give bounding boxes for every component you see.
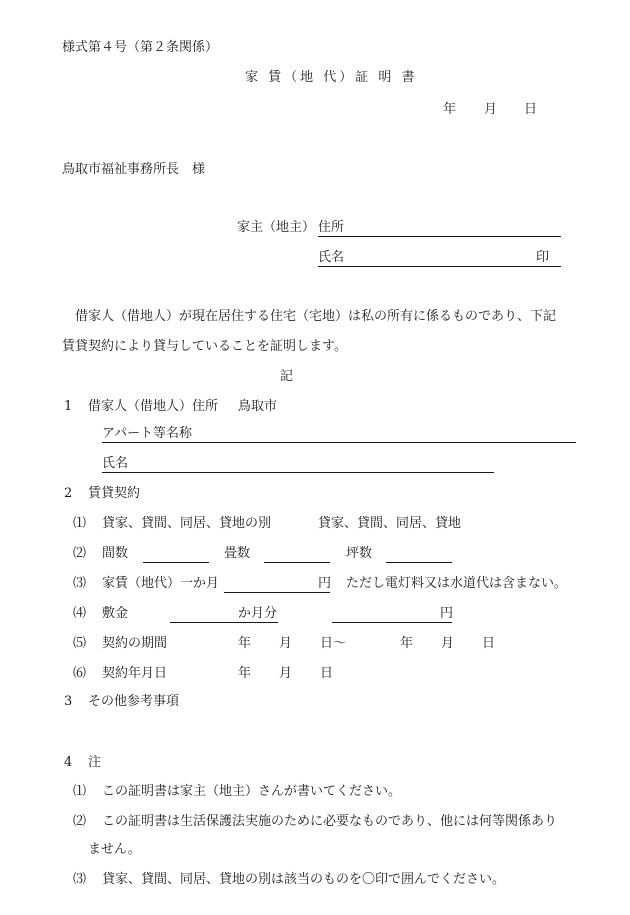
tenant-name-label: 氏名 [102, 456, 129, 471]
note-2-text-line-2: ません。 [88, 842, 141, 857]
section-4-label: 注 [88, 755, 102, 770]
statement-line-1: 借家人（借地人）が現在居住する住宅（宅地）は私の所有に係るものであり、下記 [75, 309, 557, 324]
section-2-label: 賃貸契約 [88, 486, 141, 501]
contract-date-year: 年 [238, 666, 252, 681]
landlord-label: 家主（地主） [237, 220, 316, 235]
period-end-day: 日 [482, 636, 496, 651]
section-2-number: 2 [64, 486, 73, 501]
section-3-label: その他参考事項 [88, 694, 180, 709]
note-1-number: ⑴ [73, 784, 87, 799]
deposit-amount-field[interactable] [332, 606, 452, 623]
item-1-options[interactable]: 貸家、貸間、同居、貸地 [318, 516, 462, 531]
contract-period-label: 契約の期間 [102, 636, 168, 651]
note-1-text: この証明書は家主（地主）さんが書いてください。 [102, 784, 402, 799]
tatami-field[interactable] [264, 546, 330, 563]
section-4-number: 4 [64, 755, 73, 770]
period-start-month: 月 [279, 636, 293, 651]
section-1-number: 1 [64, 399, 73, 414]
date-year-label: 年 [443, 102, 457, 117]
deposit-yen: 円 [440, 606, 454, 621]
item-5-number: ⑸ [73, 636, 87, 651]
deposit-months-unit: か月分 [238, 606, 278, 621]
rent-field[interactable] [224, 576, 330, 593]
landlord-name-label: 氏名 [318, 250, 345, 265]
item-1-label: 貸家、貸間、同居、貸地の別 [102, 516, 272, 531]
period-end-month: 月 [441, 636, 455, 651]
form-id: 様式第４号（第２条関係） [62, 40, 219, 55]
addressee: 鳥取市福祉事務所長 様 [62, 162, 206, 177]
item-1-number: ⑴ [73, 516, 87, 531]
note-2-number: ⑵ [73, 814, 87, 829]
rent-note: ただし電灯料又は水道代は含まない。 [346, 576, 568, 591]
seal-mark: 印 [536, 250, 550, 265]
tatami-label: 畳数 [224, 546, 251, 561]
item-6-number: ⑹ [73, 666, 87, 681]
section-1-label: 借家人（借地人）住所 [88, 399, 219, 414]
contract-date-label: 契約年月日 [102, 666, 168, 681]
landlord-address-field[interactable] [318, 220, 561, 237]
deposit-label: 敷金 [102, 606, 129, 621]
room-count-field[interactable] [143, 546, 209, 563]
note-3-number: ⑶ [73, 872, 87, 887]
section-3-number: 3 [64, 694, 73, 709]
document-title: 家 賃（地 代）証 明 書 [245, 70, 418, 85]
room-count-label: 間数 [102, 546, 129, 561]
tsubo-field[interactable] [386, 546, 452, 563]
contract-date-day: 日 [320, 666, 334, 681]
note-3-text: 貸家、貸間、同居、貸地の別は該当のものを〇印で囲んでください。 [102, 872, 506, 887]
date-month-label: 月 [484, 102, 498, 117]
tenant-name-field[interactable] [102, 456, 494, 473]
tsubo-label: 坪数 [346, 546, 373, 561]
period-start-year: 年 [238, 636, 252, 651]
period-start-day: 日～ [320, 636, 347, 651]
section-1-city: 鳥取市 [238, 399, 278, 414]
rent-label: 家賃（地代）一か月 [102, 576, 220, 591]
landlord-address-label: 住所 [318, 220, 345, 235]
item-2-number: ⑵ [73, 546, 87, 561]
apartment-name-field[interactable] [102, 426, 576, 443]
date-day-label: 日 [524, 102, 538, 117]
apartment-name-label: アパート等名称 [102, 426, 192, 441]
ki-heading: 記 [280, 369, 294, 384]
rent-yen: 円 [318, 576, 332, 591]
item-3-number: ⑶ [73, 576, 87, 591]
note-2-text-line-1: この証明書は生活保護法実施のために必要なものであり、他には何等関係あり [102, 814, 558, 829]
period-end-year: 年 [400, 636, 414, 651]
contract-date-month: 月 [279, 666, 293, 681]
landlord-name-field[interactable] [318, 250, 561, 267]
item-4-number: ⑷ [73, 606, 87, 621]
statement-line-2: 賃貸契約により貸与していることを証明します。 [62, 339, 347, 354]
